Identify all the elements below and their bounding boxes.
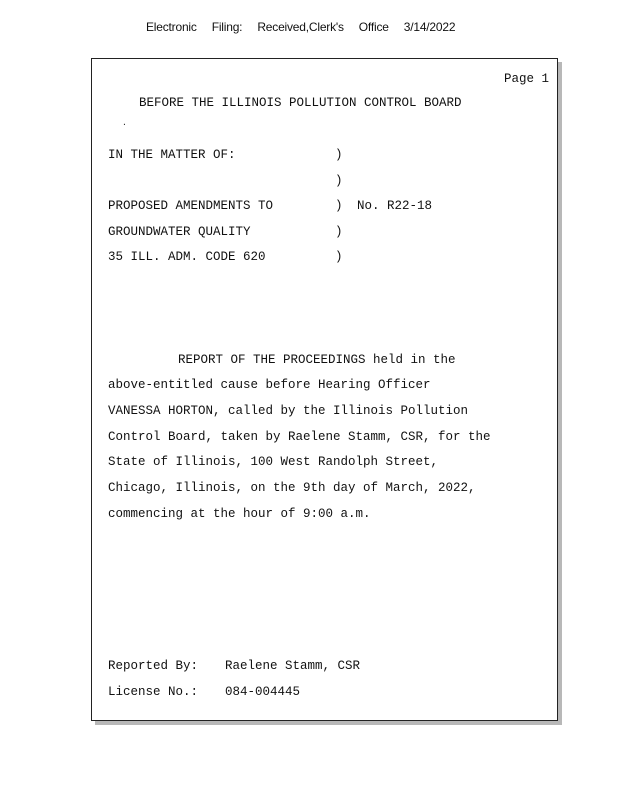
body-line: REPORT OF THE PROCEEDINGS held in the <box>178 353 456 367</box>
body-line: State of Illinois, 100 West Randolph Street, <box>108 455 439 469</box>
body-line: commencing at the hour of 9:00 a.m. <box>108 507 371 521</box>
body-line: above-entitled cause before Hearing Officer <box>108 378 431 392</box>
body-line: Control Board, taken by Raelene Stamm, CSR, for the <box>108 430 491 444</box>
caption-paren: ) <box>335 250 343 264</box>
filing-stamp-office: Office <box>358 20 389 34</box>
caption-paren: ) <box>335 199 343 213</box>
caption-proposed-amendments: PROPOSED AMENDMENTS TO <box>108 199 274 213</box>
caption-matter-of: IN THE MATTER OF: <box>108 148 236 162</box>
filing-stamp-electronic: Electronic <box>146 20 197 34</box>
body-line: VANESSA HORTON, called by the Illinois Pollution <box>108 404 469 418</box>
board-title: BEFORE THE ILLINOIS POLLUTION CONTROL BOARD <box>139 96 462 110</box>
reported-by-label: Reported By: <box>108 659 199 673</box>
case-number: No. R22-18 <box>357 199 433 213</box>
filing-stamp <box>146 20 455 34</box>
license-value: 084-004445 <box>225 685 301 699</box>
caption-code: 35 ILL. ADM. CODE 620 <box>108 250 266 264</box>
body-line: Chicago, Illinois, on the 9th day of March, 2022, <box>108 481 476 495</box>
caption-groundwater-quality: GROUNDWATER QUALITY <box>108 225 251 239</box>
caption-paren: ) <box>335 148 343 162</box>
caption-paren: ) <box>335 225 343 239</box>
caption-paren: ) <box>335 174 343 188</box>
page-number: Page 1 <box>504 72 550 86</box>
stray-mark: . <box>122 119 127 128</box>
filing-stamp-received: Received,Clerk's <box>257 20 344 34</box>
reported-by-value: Raelene Stamm, CSR <box>225 659 361 673</box>
license-label: License No.: <box>108 685 199 699</box>
filing-stamp-date: 3/14/2022 <box>403 20 456 34</box>
filing-stamp-filing: Filing: <box>211 20 243 34</box>
document-page <box>91 58 558 721</box>
